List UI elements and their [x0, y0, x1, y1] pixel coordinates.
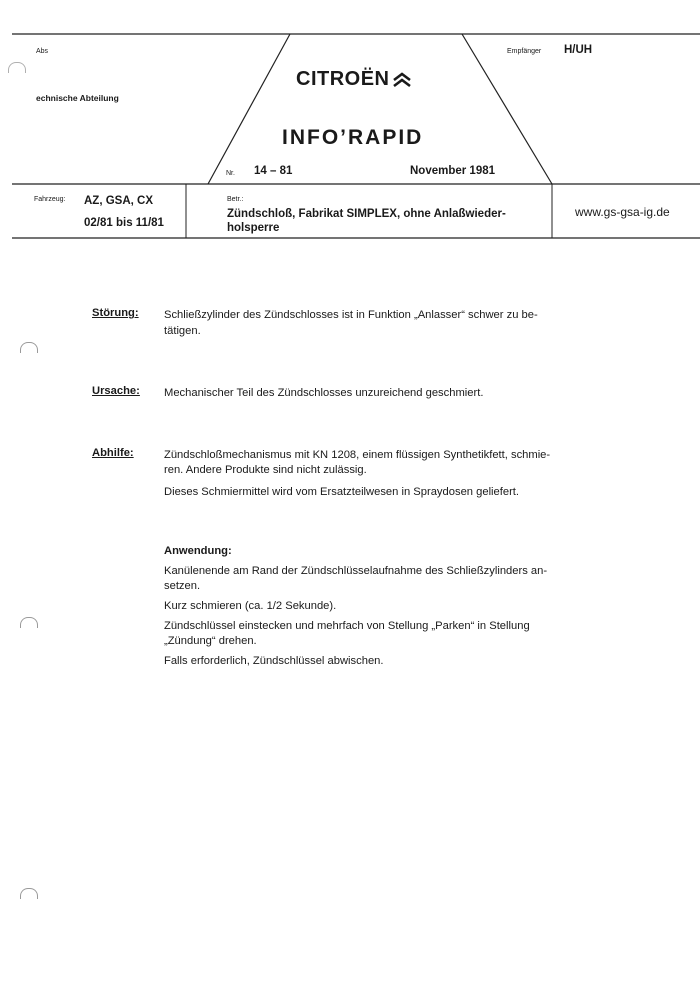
- anwendung-heading: Anwendung:: [164, 545, 232, 557]
- subject-line-2: holsperre: [227, 222, 280, 234]
- punch-hole-mark: [20, 617, 38, 628]
- abhilfe-line-1: Zündschloßmechanismus mit KN 1208, einem flüssigen Synthetikfett, schmie-: [164, 449, 551, 461]
- stoerung-label: Störung:: [92, 307, 139, 319]
- issue-date: November 1981: [410, 165, 496, 177]
- subject-line-1: Zündschloß, Fabrikat SIMPLEX, ohne Anlaßwieder-: [227, 208, 506, 220]
- anwendung-step-1-line-2: setzen.: [164, 580, 201, 592]
- subject-label: Betr.:: [227, 196, 244, 203]
- punch-hole-mark: [8, 62, 26, 73]
- recipient-value: H/UH: [564, 44, 593, 56]
- department-name: echnische Abteilung: [36, 93, 119, 103]
- ursache-label: Ursache:: [92, 385, 140, 397]
- stoerung-line-1: Schließzylinder des Zündschlosses ist in Funktion „Anlasser“ schwer zu be-: [164, 309, 538, 321]
- anwendung-step-2: Kurz schmieren (ca. 1/2 Sekunde).: [164, 600, 337, 612]
- website-link[interactable]: www.gs-gsa-ig.de: [575, 205, 670, 219]
- abhilfe-line-2: ren. Andere Produkte sind nicht zulässig.: [164, 464, 367, 476]
- anwendung-step-4: Falls erforderlich, Zündschlüssel abwischen.: [164, 655, 384, 667]
- abhilfe-label: Abhilfe:: [92, 447, 134, 459]
- vehicle-models: AZ, GSA, CX: [84, 195, 154, 207]
- page-title: INFO’RAPID: [282, 126, 424, 149]
- punch-hole-mark: [20, 342, 38, 353]
- nr-value: 14 – 81: [254, 165, 293, 177]
- nr-label: Nr.: [226, 170, 235, 177]
- anwendung-step-1-line-1: Kanülenende am Rand der Zündschlüsselaufnahme des Schließzylinders an-: [164, 565, 548, 577]
- abs-label: Abs: [36, 48, 49, 55]
- double-chevron-icon: [392, 72, 412, 88]
- vehicle-period: 02/81 bis 11/81: [84, 217, 164, 229]
- vehicle-label: Fahrzeug:: [34, 196, 66, 203]
- stoerung-line-2: tätigen.: [164, 325, 201, 337]
- abhilfe-line-3: Dieses Schmiermittel wird vom Ersatzteilwesen in Spraydosen geliefert.: [164, 486, 520, 498]
- ursache-line-1: Mechanischer Teil des Zündschlosses unzureichend geschmiert.: [164, 387, 484, 399]
- anwendung-step-3-line-1: Zündschlüssel einstecken und mehrfach von Stellung „Parken“ in Stellung: [164, 620, 530, 632]
- recipient-label: Empfänger: [507, 48, 542, 55]
- anwendung-step-3-line-2: „Zündung“ drehen.: [164, 635, 257, 647]
- brand-name: CITROËN: [296, 68, 390, 90]
- punch-hole-mark: [20, 888, 38, 899]
- brand-logo: [296, 68, 412, 91]
